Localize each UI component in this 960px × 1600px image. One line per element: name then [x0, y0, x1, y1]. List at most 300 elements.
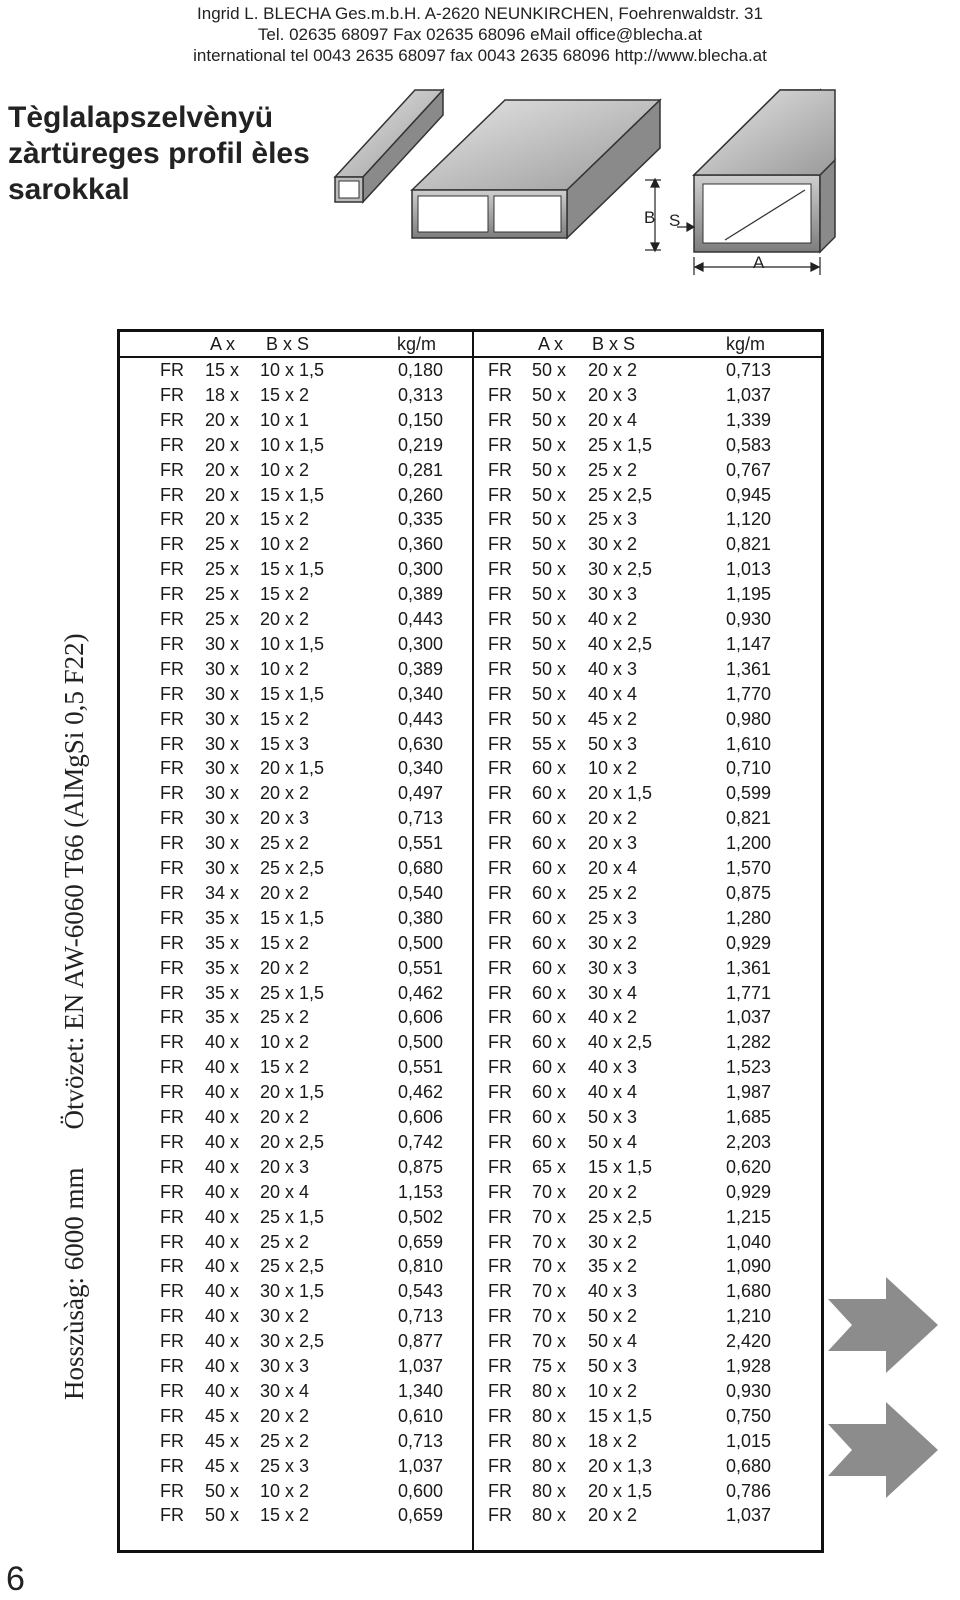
cell-bs: 20 x 3 [260, 808, 310, 829]
table-row [120, 1454, 472, 1479]
table-row [474, 1055, 826, 1080]
cell-bs: 25 x 2 [260, 1231, 310, 1252]
header-a: A x [210, 334, 236, 354]
cell-bs: 15 x 2 [260, 1505, 310, 1526]
cell-bs: 25 x 2 [588, 459, 638, 480]
cell-type: FR [160, 1430, 184, 1451]
cell-type: FR [488, 1430, 512, 1451]
cell-kg: 0,810 [398, 1256, 444, 1277]
cell-type: FR [488, 1380, 512, 1401]
table-row [474, 1254, 826, 1279]
cell-kg: 2,420 [726, 1331, 772, 1352]
header-line-3: international tel 0043 2635 68097 fax 0043 2635 68096 http://www.blecha.at [193, 46, 767, 65]
cell-bs: 10 x 1 [260, 409, 310, 430]
cell-type: FR [160, 708, 184, 729]
cell-kg: 0,600 [398, 1480, 444, 1501]
table-row [474, 756, 826, 781]
cell-a: 20 x [205, 459, 240, 480]
table-row [474, 1205, 826, 1230]
table-row [120, 831, 472, 856]
cell-a: 50 x [532, 559, 567, 580]
table-row [474, 557, 826, 582]
cell-bs: 25 x 3 [260, 1455, 310, 1476]
cell-a: 75 x [532, 1356, 567, 1376]
cell-kg: 0,767 [726, 459, 772, 480]
table-row [120, 383, 472, 408]
table-row [474, 682, 826, 707]
cell-type: FR [488, 1156, 512, 1177]
cell-bs: 18 x 2 [588, 1430, 638, 1451]
cell-a: 60 x [532, 957, 567, 978]
cell-a: 50 x [532, 434, 567, 455]
cell-type: FR [160, 1480, 184, 1501]
cell-bs: 20 x 4 [260, 1181, 310, 1202]
table-row [474, 1404, 826, 1429]
cell-a: 60 x [532, 833, 567, 854]
cell-kg: 1,340 [398, 1380, 444, 1401]
cell-a: 20 x [205, 484, 240, 505]
cell-a: 30 x [205, 783, 240, 804]
cell-type: FR [488, 733, 512, 754]
cell-type: FR [488, 409, 512, 430]
cell-bs: 30 x 1,5 [260, 1281, 325, 1302]
cell-kg: 1,928 [726, 1356, 772, 1376]
table-row [120, 557, 472, 582]
table-row [120, 458, 472, 483]
cell-kg: 0,930 [726, 609, 772, 629]
cell-a: 40 x [205, 1057, 240, 1078]
cell-bs: 20 x 1,3 [588, 1455, 653, 1476]
cell-bs: 50 x 4 [588, 1131, 638, 1152]
cell-bs: 20 x 2,5 [260, 1131, 325, 1152]
table-row [474, 1005, 826, 1030]
table-row [120, 806, 472, 831]
table-row [120, 358, 472, 383]
page-number: 6 [6, 1560, 25, 1598]
cell-type: FR [488, 384, 512, 405]
cell-a: 60 x [532, 783, 567, 804]
cell-kg: 0,710 [726, 758, 772, 779]
table-row [474, 981, 826, 1006]
cell-a: 20 x [205, 434, 240, 455]
cell-bs: 25 x 2 [260, 833, 310, 854]
header-bs: B x S [266, 334, 310, 354]
cell-kg: 0,713 [398, 808, 444, 829]
cell-type: FR [488, 783, 512, 804]
cell-bs: 50 x 2 [588, 1306, 638, 1327]
cell-bs: 30 x 2 [260, 1306, 310, 1327]
cell-type: FR [488, 1356, 512, 1376]
cell-type: FR [488, 1455, 512, 1476]
table-row [474, 1230, 826, 1255]
cell-type: FR [160, 384, 184, 405]
cell-type: FR [488, 1480, 512, 1501]
cell-a: 45 x [205, 1430, 240, 1451]
cell-a: 35 x [205, 907, 240, 928]
table-row [474, 1080, 826, 1105]
cell-bs: 25 x 2,5 [260, 858, 325, 878]
cell-kg: 1,037 [726, 1505, 772, 1526]
cell-type: FR [160, 1231, 184, 1252]
cell-a: 60 x [532, 1057, 567, 1078]
table-row [474, 383, 826, 408]
table-row [474, 607, 826, 632]
cell-type: FR [160, 932, 184, 953]
cell-a: 45 x [205, 1405, 240, 1426]
table-row [474, 1155, 826, 1180]
cell-kg: 1,987 [726, 1082, 772, 1103]
cell-kg: 0,551 [398, 833, 444, 854]
table-row [120, 1354, 472, 1379]
cell-kg: 0,659 [398, 1231, 444, 1252]
cell-kg: 0,599 [726, 783, 772, 804]
cell-kg: 2,203 [726, 1131, 772, 1152]
cell-kg: 1,040 [726, 1231, 772, 1252]
alloy-text: Ötvözet: EN AW-6060 T66 (AlMgSi 0,5 F22) [59, 633, 89, 1130]
cell-a: 60 x [532, 1032, 567, 1053]
cell-kg: 0,462 [398, 982, 444, 1003]
table-header-left [120, 332, 472, 356]
cell-bs: 15 x 2 [260, 1057, 310, 1078]
cell-a: 20 x [205, 509, 240, 530]
cell-bs: 10 x 1,5 [260, 360, 325, 380]
cell-kg: 0,500 [398, 932, 444, 953]
table-row [120, 607, 472, 632]
cell-type: FR [160, 1306, 184, 1327]
cell-bs: 15 x 2 [260, 509, 310, 530]
cell-type: FR [488, 584, 512, 605]
cell-bs: 25 x 2,5 [588, 484, 653, 505]
cell-type: FR [488, 808, 512, 829]
cell-kg: 0,945 [726, 484, 772, 505]
cell-bs: 30 x 4 [260, 1380, 310, 1401]
cell-type: FR [160, 1505, 184, 1526]
table-row [474, 931, 826, 956]
cell-a: 40 x [205, 1256, 240, 1277]
table-row [120, 1205, 472, 1230]
table-row [474, 856, 826, 881]
cell-kg: 1,120 [726, 509, 772, 530]
cell-type: FR [160, 1007, 184, 1028]
large-tube-shape [694, 90, 855, 252]
cell-bs: 15 x 3 [260, 733, 310, 754]
cell-bs: 25 x 1,5 [588, 434, 653, 455]
cell-kg: 1,037 [398, 1455, 444, 1476]
cell-kg: 0,551 [398, 957, 444, 978]
cell-kg: 0,821 [726, 808, 772, 829]
cell-type: FR [488, 1082, 512, 1103]
table-row [474, 1279, 826, 1304]
cell-type: FR [488, 1256, 512, 1277]
cell-type: FR [160, 733, 184, 754]
profile-diagram [315, 85, 855, 285]
cell-kg: 1,037 [726, 1007, 772, 1028]
cell-a: 80 x [532, 1480, 567, 1501]
table-row [120, 433, 472, 458]
table-row [120, 1105, 472, 1130]
cell-type: FR [488, 360, 512, 380]
cell-type: FR [488, 1181, 512, 1202]
cell-a: 40 x [205, 1281, 240, 1302]
table-row [474, 1329, 826, 1354]
table-row [120, 532, 472, 557]
cell-bs: 50 x 3 [588, 1356, 638, 1376]
cell-kg: 1,680 [726, 1281, 772, 1302]
cell-kg: 0,929 [726, 1181, 772, 1202]
cell-kg: 0,380 [398, 907, 444, 928]
cell-kg: 0,713 [398, 1306, 444, 1327]
cell-a: 50 x [532, 384, 567, 405]
table-row [120, 1005, 472, 1030]
table-row [120, 1503, 472, 1528]
cell-type: FR [160, 459, 184, 480]
cell-type: FR [488, 1281, 512, 1302]
table-row [474, 1105, 826, 1130]
cell-kg: 0,462 [398, 1082, 444, 1103]
table-row [120, 906, 472, 931]
cell-type: FR [488, 658, 512, 679]
cell-a: 60 x [532, 1131, 567, 1152]
cell-bs: 25 x 1,5 [260, 982, 325, 1003]
cell-a: 35 x [205, 982, 240, 1003]
cell-type: FR [160, 484, 184, 505]
cell-a: 80 x [532, 1505, 567, 1526]
cell-a: 30 x [205, 758, 240, 779]
table-row [474, 906, 826, 931]
cell-bs: 15 x 2 [260, 584, 310, 605]
cell-a: 30 x [205, 733, 240, 754]
profile-table [117, 329, 824, 1553]
cell-kg: 0,821 [726, 534, 772, 555]
table-row [474, 1503, 826, 1528]
cell-kg: 1,153 [398, 1181, 444, 1202]
cell-kg: 1,210 [726, 1306, 772, 1327]
cell-kg: 1,215 [726, 1206, 772, 1227]
cell-kg: 0,502 [398, 1206, 444, 1227]
cell-a: 50 x [532, 633, 567, 654]
cell-a: 40 x [205, 1131, 240, 1152]
table-row [120, 1279, 472, 1304]
title-line-2: zàrtüreges profil èles [8, 137, 310, 170]
cell-a: 40 x [205, 1356, 240, 1376]
cell-a: 18 x [205, 384, 240, 405]
table-row [120, 408, 472, 433]
cell-bs: 30 x 3 [588, 957, 638, 978]
cell-bs: 40 x 3 [588, 1281, 638, 1302]
cell-type: FR [160, 858, 184, 878]
table-row [474, 433, 826, 458]
table-row [120, 1404, 472, 1429]
cell-bs: 40 x 3 [588, 1057, 638, 1078]
cell-kg: 0,150 [398, 409, 444, 430]
cell-a: 30 x [205, 658, 240, 679]
cell-type: FR [160, 683, 184, 704]
cell-bs: 25 x 2,5 [588, 1206, 653, 1227]
cell-type: FR [488, 1306, 512, 1327]
cell-type: FR [488, 1231, 512, 1252]
header-a: A x [538, 334, 564, 354]
cell-a: 60 x [532, 758, 567, 779]
cell-a: 25 x [205, 609, 240, 629]
cell-type: FR [488, 559, 512, 580]
cell-a: 50 x [532, 509, 567, 530]
table-row [474, 657, 826, 682]
cell-a: 65 x [532, 1156, 567, 1177]
table-row [120, 956, 472, 981]
cell-a: 25 x [205, 584, 240, 605]
header-line-1: Ingrid L. BLECHA Ges.m.b.H. A-2620 NEUNKIRCHEN, Foehrenwaldstr. 31 [197, 4, 763, 23]
cell-type: FR [160, 1331, 184, 1352]
cell-type: FR [488, 858, 512, 878]
cell-bs: 30 x 4 [588, 982, 638, 1003]
cell-bs: 20 x 2 [260, 1107, 310, 1127]
cell-type: FR [488, 683, 512, 704]
cell-a: 50 x [532, 459, 567, 480]
cell-bs: 15 x 2 [260, 708, 310, 729]
cell-type: FR [488, 882, 512, 903]
cell-kg: 1,570 [726, 858, 772, 878]
cell-kg: 1,610 [726, 733, 772, 754]
cell-kg: 1,015 [726, 1430, 772, 1451]
cell-kg: 1,195 [726, 584, 772, 605]
cell-type: FR [160, 1131, 184, 1152]
cell-type: FR [488, 1007, 512, 1028]
length-text: Hosszùsàg: 6000 mm [59, 1167, 89, 1400]
cell-kg: 0,180 [398, 360, 444, 380]
next-arrow-icon [828, 1277, 940, 1373]
cell-bs: 10 x 1,5 [260, 633, 325, 654]
cell-a: 60 x [532, 1082, 567, 1103]
cell-a: 60 x [532, 1107, 567, 1127]
cell-kg: 0,360 [398, 534, 444, 555]
cell-bs: 20 x 2 [260, 882, 310, 903]
cell-type: FR [160, 1181, 184, 1202]
cell-kg: 0,443 [398, 708, 444, 729]
cell-a: 15 x [205, 360, 240, 380]
cell-kg: 0,980 [726, 708, 772, 729]
table-row [120, 1180, 472, 1205]
cell-a: 40 x [205, 1032, 240, 1053]
cell-bs: 20 x 1,5 [260, 1082, 325, 1103]
cell-a: 60 x [532, 858, 567, 878]
cell-kg: 0,389 [398, 658, 444, 679]
cell-kg: 0,583 [726, 434, 772, 455]
cell-bs: 20 x 2 [588, 808, 638, 829]
cell-bs: 50 x 4 [588, 1331, 638, 1352]
cell-a: 80 x [532, 1380, 567, 1401]
cell-type: FR [488, 1331, 512, 1352]
cell-kg: 0,389 [398, 584, 444, 605]
cell-bs: 40 x 2,5 [588, 1032, 653, 1053]
cell-kg: 0,630 [398, 733, 444, 754]
cell-kg: 0,750 [726, 1405, 772, 1426]
table-row [474, 532, 826, 557]
table-row [474, 956, 826, 981]
cell-kg: 0,610 [398, 1405, 444, 1426]
cell-bs: 25 x 2 [588, 882, 638, 903]
cell-bs: 20 x 2 [260, 783, 310, 804]
dim-label-b: B [644, 208, 656, 227]
cell-type: FR [160, 957, 184, 978]
cell-a: 60 x [532, 882, 567, 903]
table-row [474, 1479, 826, 1504]
cell-type: FR [160, 1256, 184, 1277]
cell-a: 40 x [205, 1380, 240, 1401]
cell-type: FR [160, 1356, 184, 1376]
cell-a: 50 x [532, 609, 567, 629]
cell-a: 30 x [205, 683, 240, 704]
table-row [120, 1030, 472, 1055]
cell-bs: 20 x 2 [260, 1405, 310, 1426]
cell-type: FR [160, 1206, 184, 1227]
cell-kg: 0,281 [398, 459, 444, 480]
cell-a: 40 x [205, 1156, 240, 1177]
cell-type: FR [160, 360, 184, 380]
cell-a: 70 x [532, 1181, 567, 1202]
cell-a: 30 x [205, 833, 240, 854]
cell-bs: 20 x 2 [588, 1181, 638, 1202]
cell-bs: 20 x 2 [260, 609, 310, 629]
table-row [474, 1429, 826, 1454]
cell-bs: 30 x 2 [588, 1231, 638, 1252]
cell-bs: 40 x 3 [588, 658, 638, 679]
cell-type: FR [160, 1082, 184, 1103]
cell-kg: 0,335 [398, 509, 444, 530]
cell-bs: 10 x 2 [260, 1480, 310, 1501]
cell-bs: 15 x 1,5 [588, 1156, 653, 1177]
cell-type: FR [160, 833, 184, 854]
table-row [120, 732, 472, 757]
cell-kg: 1,037 [726, 384, 772, 405]
cell-kg: 0,875 [398, 1156, 444, 1177]
cell-kg: 0,551 [398, 1057, 444, 1078]
cell-a: 50 x [205, 1505, 240, 1526]
table-row [474, 582, 826, 607]
cell-a: 40 x [205, 1181, 240, 1202]
double-chamber-shape [412, 100, 660, 238]
cell-bs: 20 x 3 [588, 384, 638, 405]
cell-type: FR [488, 982, 512, 1003]
cell-kg: 0,713 [398, 1430, 444, 1451]
table-row [120, 781, 472, 806]
cell-a: 70 x [532, 1206, 567, 1227]
table-row [120, 1230, 472, 1255]
cell-type: FR [160, 1107, 184, 1127]
cell-kg: 1,770 [726, 683, 772, 704]
cell-type: FR [488, 907, 512, 928]
cell-a: 35 x [205, 932, 240, 953]
cell-a: 45 x [205, 1455, 240, 1476]
cell-kg: 1,037 [398, 1356, 444, 1376]
cell-kg: 0,313 [398, 384, 444, 405]
table-row [474, 881, 826, 906]
cell-kg: 0,786 [726, 1480, 772, 1501]
dim-label-a: A [753, 253, 765, 272]
cell-kg: 0,260 [398, 484, 444, 505]
cell-bs: 10 x 2 [260, 459, 310, 480]
cell-bs: 40 x 4 [588, 683, 638, 704]
table-row [474, 632, 826, 657]
table-row [120, 483, 472, 508]
cell-bs: 10 x 2 [260, 658, 310, 679]
cell-a: 50 x [532, 409, 567, 430]
table-row [120, 682, 472, 707]
cell-a: 30 x [205, 633, 240, 654]
page-title [8, 100, 310, 208]
cell-type: FR [160, 534, 184, 555]
table-row [120, 931, 472, 956]
table-row [120, 1379, 472, 1404]
